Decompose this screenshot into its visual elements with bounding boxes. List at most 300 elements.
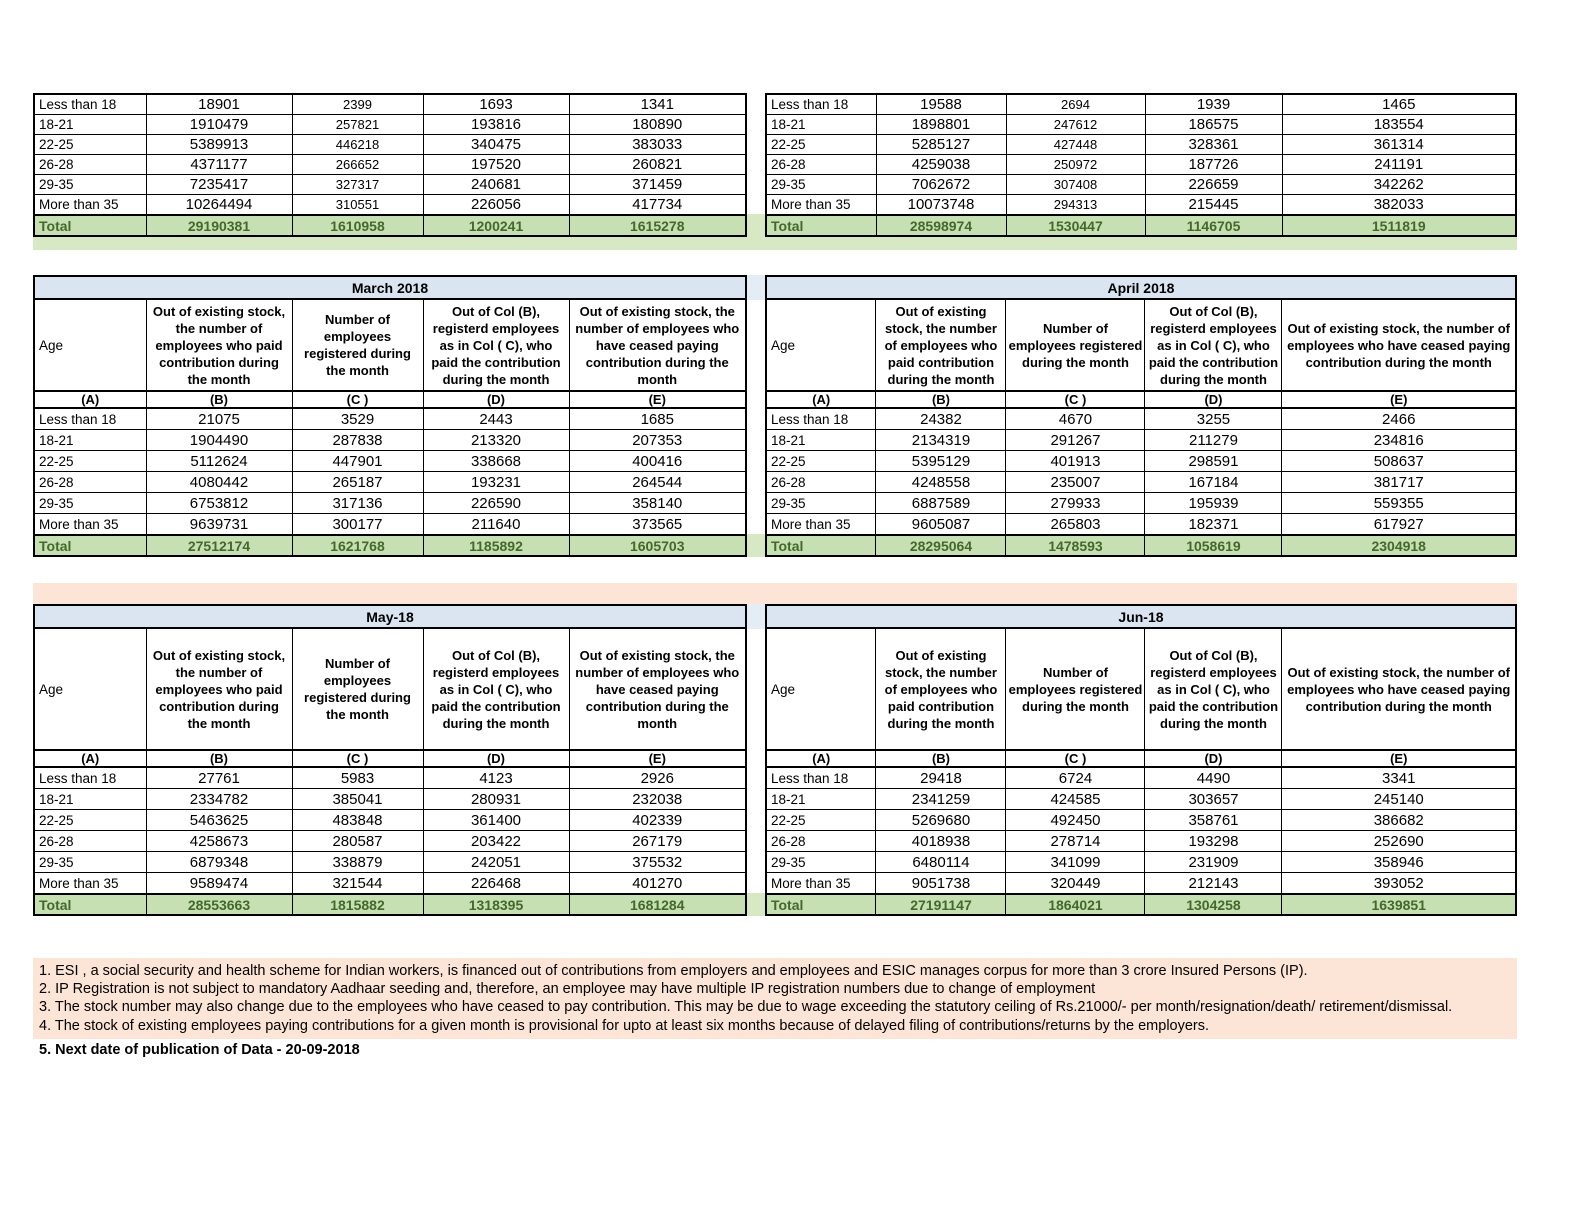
- col-header-d: Out of Col (B), registerd employees as in Col ( C), who paid the contribution during the month: [1145, 628, 1282, 750]
- table-row: [34, 472, 746, 493]
- value-cell: 265803: [1006, 514, 1145, 536]
- column-letter-row: [34, 391, 746, 408]
- total-value-cell: 28598974: [876, 215, 1006, 236]
- col-letter: (E): [569, 391, 746, 408]
- value-cell: 232038: [569, 789, 746, 810]
- table-top-left: [33, 93, 747, 237]
- total-value-cell: 1621768: [292, 535, 423, 556]
- total-value-cell: 1511819: [1282, 215, 1516, 236]
- value-cell: 193231: [423, 472, 569, 493]
- value-cell: 447901: [292, 451, 423, 472]
- col-header-d: Out of Col (B), registerd employees as in Col ( C), who paid the contribution during the month: [1145, 299, 1282, 391]
- value-cell: 235007: [1006, 472, 1145, 493]
- value-cell: 5112624: [146, 451, 292, 472]
- value-cell: 5983: [292, 767, 423, 789]
- value-cell: 180890: [569, 115, 746, 135]
- value-cell: 1904490: [146, 430, 292, 451]
- value-cell: 9589474: [146, 873, 292, 895]
- value-cell: 3255: [1145, 408, 1282, 430]
- total-value-cell: 27191147: [876, 894, 1006, 915]
- value-cell: 203422: [423, 831, 569, 852]
- footnote-5: 5. Next date of publication of Data - 20-09-2018: [39, 1041, 360, 1058]
- age-label-cell: Less than 18: [766, 408, 876, 430]
- value-cell: 234816: [1282, 430, 1516, 451]
- table-title: Jun-18: [766, 605, 1516, 628]
- value-cell: 242051: [423, 852, 569, 873]
- value-cell: 5463625: [146, 810, 292, 831]
- table-row: [766, 472, 1516, 493]
- col-letter: (A): [34, 750, 146, 767]
- value-cell: 226590: [423, 493, 569, 514]
- col-header-age: Age: [34, 628, 146, 750]
- value-cell: 2134319: [876, 430, 1006, 451]
- age-label-cell: Less than 18: [34, 408, 146, 430]
- value-cell: 340475: [423, 135, 569, 155]
- table-row: [34, 430, 746, 451]
- age-label-cell: 26-28: [766, 831, 876, 852]
- value-cell: 4670: [1006, 408, 1145, 430]
- table-row: [766, 514, 1516, 536]
- col-letter: (A): [766, 750, 876, 767]
- total-value-cell: 1318395: [423, 894, 569, 915]
- table-title-row: [766, 605, 1516, 628]
- footnote-3: 3. The stock number may also change due to the employees who have ceased to pay contribution. This may be due to wage exceeding the statutory ceiling of Rs.21000/- per month/resignation/death/ retirement/dismissal.: [39, 999, 1453, 1016]
- total-value-cell: 28295064: [876, 535, 1006, 556]
- total-value-cell: 1200241: [423, 215, 569, 236]
- value-cell: 6879348: [146, 852, 292, 873]
- value-cell: 18901: [146, 94, 292, 115]
- value-cell: 1939: [1145, 94, 1282, 115]
- age-label-cell: 22-25: [34, 135, 146, 155]
- age-label-cell: More than 35: [34, 873, 146, 895]
- total-value-cell: 27512174: [146, 535, 292, 556]
- age-label-cell: 22-25: [34, 810, 146, 831]
- table-gap: [747, 604, 765, 916]
- value-cell: 4248558: [876, 472, 1006, 493]
- value-cell: 338879: [292, 852, 423, 873]
- table-jun-18: [765, 604, 1517, 916]
- table-row: [766, 493, 1516, 514]
- value-cell: 361314: [1282, 135, 1516, 155]
- total-value-cell: 29190381: [146, 215, 292, 236]
- value-cell: 320449: [1006, 873, 1145, 895]
- value-cell: 307408: [1006, 175, 1145, 195]
- value-cell: 7235417: [146, 175, 292, 195]
- total-value-cell: 2304918: [1282, 535, 1516, 556]
- value-cell: 19588: [876, 94, 1006, 115]
- value-cell: 2443: [423, 408, 569, 430]
- col-letter: (C ): [292, 391, 423, 408]
- table-title-row: [34, 605, 746, 628]
- value-cell: 617927: [1282, 514, 1516, 536]
- peach-band: [33, 583, 1517, 604]
- table-row: [766, 852, 1516, 873]
- value-cell: 1693: [423, 94, 569, 115]
- value-cell: 226056: [423, 195, 569, 216]
- col-header-d: Out of Col (B), registerd employees as in Col ( C), who paid the contribution during the month: [423, 628, 569, 750]
- age-label-cell: 18-21: [766, 789, 876, 810]
- table-march-2018: [33, 275, 747, 557]
- table-gap: [747, 93, 765, 237]
- total-value-cell: 1815882: [292, 894, 423, 915]
- table-row: [34, 195, 746, 216]
- age-label-cell: 29-35: [766, 852, 876, 873]
- table-row: [34, 831, 746, 852]
- col-letter: (A): [34, 391, 146, 408]
- value-cell: 371459: [569, 175, 746, 195]
- table-row: [34, 408, 746, 430]
- total-label-cell: Total: [766, 215, 876, 236]
- age-label-cell: 29-35: [34, 852, 146, 873]
- value-cell: 280587: [292, 831, 423, 852]
- age-label-cell: 26-28: [766, 472, 876, 493]
- col-letter: (B): [876, 391, 1006, 408]
- total-value-cell: 1605703: [569, 535, 746, 556]
- table-row: [34, 451, 746, 472]
- value-cell: 4018938: [876, 831, 1006, 852]
- col-letter: (E): [1282, 391, 1516, 408]
- value-cell: 401913: [1006, 451, 1145, 472]
- table-row: [34, 810, 746, 831]
- value-cell: 1685: [569, 408, 746, 430]
- col-letter: (A): [766, 391, 876, 408]
- value-cell: 231909: [1145, 852, 1282, 873]
- value-cell: 7062672: [876, 175, 1006, 195]
- age-label-cell: 22-25: [766, 135, 876, 155]
- column-letter-row: [766, 750, 1516, 767]
- col-header-e: Out of existing stock, the number of employees who have ceased paying contribution during the month: [1282, 299, 1516, 391]
- column-letter-row: [766, 391, 1516, 408]
- value-cell: 9639731: [146, 514, 292, 536]
- age-label-cell: 26-28: [34, 155, 146, 175]
- value-cell: 257821: [292, 115, 423, 135]
- march-april-tables-group: [33, 275, 1517, 557]
- table-row: [766, 451, 1516, 472]
- total-label-cell: Total: [34, 535, 146, 556]
- table-row: [34, 767, 746, 789]
- table-row: [766, 789, 1516, 810]
- table-row: [766, 873, 1516, 895]
- value-cell: 10264494: [146, 195, 292, 216]
- total-row: [34, 535, 746, 556]
- total-label-cell: Total: [34, 215, 146, 236]
- col-header-b: Out of existing stock, the number of employees who paid contribution during the month: [876, 299, 1006, 391]
- value-cell: 5395129: [876, 451, 1006, 472]
- value-cell: 401270: [569, 873, 746, 895]
- value-cell: 2399: [292, 94, 423, 115]
- value-cell: 4080442: [146, 472, 292, 493]
- age-label-cell: 18-21: [34, 789, 146, 810]
- total-label-cell: Total: [766, 894, 876, 915]
- value-cell: 21075: [146, 408, 292, 430]
- col-header-e: Out of existing stock, the number of employees who have ceased paying contribution during the month: [569, 299, 746, 391]
- value-cell: 1898801: [876, 115, 1006, 135]
- age-label-cell: 29-35: [34, 493, 146, 514]
- footnote-1: 1. ESI , a social security and health scheme for Indian workers, is financed out of contributions from employers and employees and ESIC manages corpus for more than 3 crore Insured Persons (IP).: [39, 963, 1308, 979]
- value-cell: 4258673: [146, 831, 292, 852]
- value-cell: 559355: [1282, 493, 1516, 514]
- age-label-cell: 18-21: [34, 430, 146, 451]
- value-cell: 294313: [1006, 195, 1145, 216]
- table-row: [34, 493, 746, 514]
- value-cell: 29418: [876, 767, 1006, 789]
- value-cell: 310551: [292, 195, 423, 216]
- value-cell: 240681: [423, 175, 569, 195]
- age-label-cell: More than 35: [34, 195, 146, 216]
- value-cell: 2926: [569, 767, 746, 789]
- value-cell: 2341259: [876, 789, 1006, 810]
- table-row: [34, 514, 746, 536]
- value-cell: 402339: [569, 810, 746, 831]
- table-top-right: [765, 93, 1517, 237]
- value-cell: 267179: [569, 831, 746, 852]
- value-cell: 3529: [292, 408, 423, 430]
- value-cell: 6887589: [876, 493, 1006, 514]
- value-cell: 252690: [1282, 831, 1516, 852]
- value-cell: 358946: [1282, 852, 1516, 873]
- col-header-b: Out of existing stock, the number of employees who paid contribution during the month: [146, 628, 292, 750]
- may-jun-tables-group: [33, 604, 1517, 916]
- value-cell: 321544: [292, 873, 423, 895]
- value-cell: 9605087: [876, 514, 1006, 536]
- col-letter: (D): [423, 391, 569, 408]
- table-row: [766, 155, 1516, 175]
- col-header-d: Out of Col (B), registerd employees as in Col ( C), who paid the contribution during the month: [423, 299, 569, 391]
- sheet-content: [33, 0, 1517, 1058]
- value-cell: 1465: [1282, 94, 1516, 115]
- table-april-2018: [765, 275, 1517, 557]
- total-value-cell: 1304258: [1145, 894, 1282, 915]
- age-label-cell: Less than 18: [766, 94, 876, 115]
- value-cell: 182371: [1145, 514, 1282, 536]
- value-cell: 212143: [1145, 873, 1282, 895]
- footnote-4: 4. The stock of existing employees paying contributions for a given month is provisional for upto at least six months because of delayed filing of contributions/returns by the employers.: [39, 1017, 1210, 1034]
- table-gap: [747, 275, 765, 557]
- table-row: [766, 195, 1516, 216]
- table-row: [766, 408, 1516, 430]
- table-title-row: [766, 276, 1516, 299]
- age-label-cell: Less than 18: [34, 94, 146, 115]
- table-title: May-18: [34, 605, 746, 628]
- value-cell: 361400: [423, 810, 569, 831]
- value-cell: 211640: [423, 514, 569, 536]
- col-letter: (E): [569, 750, 746, 767]
- value-cell: 427448: [1006, 135, 1145, 155]
- value-cell: 327317: [292, 175, 423, 195]
- total-row: [34, 215, 746, 236]
- value-cell: 375532: [569, 852, 746, 873]
- value-cell: 342262: [1282, 175, 1516, 195]
- top-tables-group: [33, 93, 1517, 237]
- age-label-cell: 29-35: [34, 175, 146, 195]
- col-letter: (B): [146, 391, 292, 408]
- table-row: [34, 852, 746, 873]
- value-cell: 187726: [1145, 155, 1282, 175]
- gap-total-fill: [747, 534, 765, 557]
- value-cell: 280931: [423, 789, 569, 810]
- age-label-cell: More than 35: [766, 873, 876, 895]
- value-cell: 446218: [292, 135, 423, 155]
- total-value-cell: 1864021: [1006, 894, 1145, 915]
- col-header-b: Out of existing stock, the number of employees who paid contribution during the month: [876, 628, 1006, 750]
- col-header-c: Number of employees registered during the month: [292, 628, 423, 750]
- value-cell: 2694: [1006, 94, 1145, 115]
- total-row: [766, 535, 1516, 556]
- value-cell: 287838: [292, 430, 423, 451]
- value-cell: 300177: [292, 514, 423, 536]
- age-label-cell: 26-28: [34, 831, 146, 852]
- value-cell: 186575: [1145, 115, 1282, 135]
- total-row: [34, 894, 746, 915]
- value-cell: 1910479: [146, 115, 292, 135]
- value-cell: 417734: [569, 195, 746, 216]
- value-cell: 4490: [1145, 767, 1282, 789]
- total-value-cell: 1185892: [423, 535, 569, 556]
- age-label-cell: 18-21: [766, 430, 876, 451]
- value-cell: 213320: [423, 430, 569, 451]
- col-letter: (B): [876, 750, 1006, 767]
- gap-spacer: [747, 629, 765, 893]
- table-header-row: [766, 299, 1516, 391]
- table-row: [34, 873, 746, 895]
- table-title: April 2018: [766, 276, 1516, 299]
- value-cell: 278714: [1006, 831, 1145, 852]
- value-cell: 4371177: [146, 155, 292, 175]
- value-cell: 27761: [146, 767, 292, 789]
- col-header-age: Age: [766, 628, 876, 750]
- total-label-cell: Total: [766, 535, 876, 556]
- total-row: [766, 894, 1516, 915]
- table-title-row: [34, 276, 746, 299]
- table-row: [766, 115, 1516, 135]
- table-row: [34, 135, 746, 155]
- gap-spacer: [747, 300, 765, 534]
- value-cell: 5285127: [876, 135, 1006, 155]
- value-cell: 358761: [1145, 810, 1282, 831]
- gap-spacer: [747, 93, 765, 214]
- value-cell: 193298: [1145, 831, 1282, 852]
- table-row: [766, 767, 1516, 789]
- table-title: March 2018: [34, 276, 746, 299]
- table-row: [34, 175, 746, 195]
- value-cell: 241191: [1282, 155, 1516, 175]
- total-value-cell: 28553663: [146, 894, 292, 915]
- value-cell: 2466: [1282, 408, 1516, 430]
- col-letter: (D): [423, 750, 569, 767]
- age-label-cell: 26-28: [34, 472, 146, 493]
- table-row: [766, 831, 1516, 852]
- value-cell: 6480114: [876, 852, 1006, 873]
- age-label-cell: 22-25: [34, 451, 146, 472]
- gap-title-fill: [747, 275, 765, 300]
- table-row: [766, 810, 1516, 831]
- col-header-age: Age: [766, 299, 876, 391]
- value-cell: 492450: [1006, 810, 1145, 831]
- col-header-e: Out of existing stock, the number of employees who have ceased paying contribution during the month: [569, 628, 746, 750]
- value-cell: 195939: [1145, 493, 1282, 514]
- col-letter: (D): [1145, 750, 1282, 767]
- total-value-cell: 1478593: [1006, 535, 1145, 556]
- age-label-cell: 18-21: [766, 115, 876, 135]
- col-header-c: Number of employees registered during the month: [1006, 299, 1145, 391]
- total-value-cell: 1058619: [1145, 535, 1282, 556]
- age-label-cell: Less than 18: [34, 767, 146, 789]
- value-cell: 167184: [1145, 472, 1282, 493]
- col-letter: (E): [1282, 750, 1516, 767]
- table-row: [766, 430, 1516, 451]
- total-value-cell: 1639851: [1282, 894, 1516, 915]
- total-value-cell: 1146705: [1145, 215, 1282, 236]
- value-cell: 264544: [569, 472, 746, 493]
- value-cell: 383033: [569, 135, 746, 155]
- col-header-b: Out of existing stock, the number of employees who paid contribution during the month: [146, 299, 292, 391]
- col-letter: (C ): [292, 750, 423, 767]
- table-header-row: [34, 628, 746, 750]
- age-label-cell: 29-35: [766, 493, 876, 514]
- value-cell: 279933: [1006, 493, 1145, 514]
- col-header-c: Number of employees registered during the month: [292, 299, 423, 391]
- col-header-e: Out of existing stock, the number of employees who have ceased paying contribution during the month: [1282, 628, 1516, 750]
- value-cell: 508637: [1282, 451, 1516, 472]
- value-cell: 400416: [569, 451, 746, 472]
- total-row: [766, 215, 1516, 236]
- value-cell: 250972: [1006, 155, 1145, 175]
- value-cell: 373565: [569, 514, 746, 536]
- value-cell: 381717: [1282, 472, 1516, 493]
- value-cell: 483848: [292, 810, 423, 831]
- value-cell: 393052: [1282, 873, 1516, 895]
- gap-title-fill: [747, 604, 765, 629]
- gap-total-fill: [747, 214, 765, 237]
- value-cell: 183554: [1282, 115, 1516, 135]
- age-label-cell: More than 35: [34, 514, 146, 536]
- value-cell: 6724: [1006, 767, 1145, 789]
- table-header-row: [34, 299, 746, 391]
- value-cell: 197520: [423, 155, 569, 175]
- value-cell: 328361: [1145, 135, 1282, 155]
- table-row: [766, 135, 1516, 155]
- age-label-cell: 26-28: [766, 155, 876, 175]
- value-cell: 424585: [1006, 789, 1145, 810]
- value-cell: 385041: [292, 789, 423, 810]
- total-value-cell: 1530447: [1006, 215, 1145, 236]
- age-label-cell: 22-25: [766, 451, 876, 472]
- value-cell: 3341: [1282, 767, 1516, 789]
- value-cell: 260821: [569, 155, 746, 175]
- value-cell: 266652: [292, 155, 423, 175]
- total-value-cell: 1615278: [569, 215, 746, 236]
- footnotes-block: [33, 958, 1517, 1039]
- value-cell: 1341: [569, 94, 746, 115]
- value-cell: 5269680: [876, 810, 1006, 831]
- footnote-2: 2. IP Registration is not subject to mandatory Aadhaar seeding and, therefore, an employee may have multiple IP registration numbers due to change of employment: [39, 981, 1096, 998]
- value-cell: 317136: [292, 493, 423, 514]
- value-cell: 358140: [569, 493, 746, 514]
- value-cell: 265187: [292, 472, 423, 493]
- col-header-age: Age: [34, 299, 146, 391]
- value-cell: 10073748: [876, 195, 1006, 216]
- age-label-cell: Less than 18: [766, 767, 876, 789]
- col-letter: (D): [1145, 391, 1282, 408]
- value-cell: 9051738: [876, 873, 1006, 895]
- value-cell: 4259038: [876, 155, 1006, 175]
- age-label-cell: 22-25: [766, 810, 876, 831]
- gap-total-fill: [747, 893, 765, 916]
- value-cell: 338668: [423, 451, 569, 472]
- table-row: [766, 94, 1516, 115]
- value-cell: 226468: [423, 873, 569, 895]
- value-cell: 207353: [569, 430, 746, 451]
